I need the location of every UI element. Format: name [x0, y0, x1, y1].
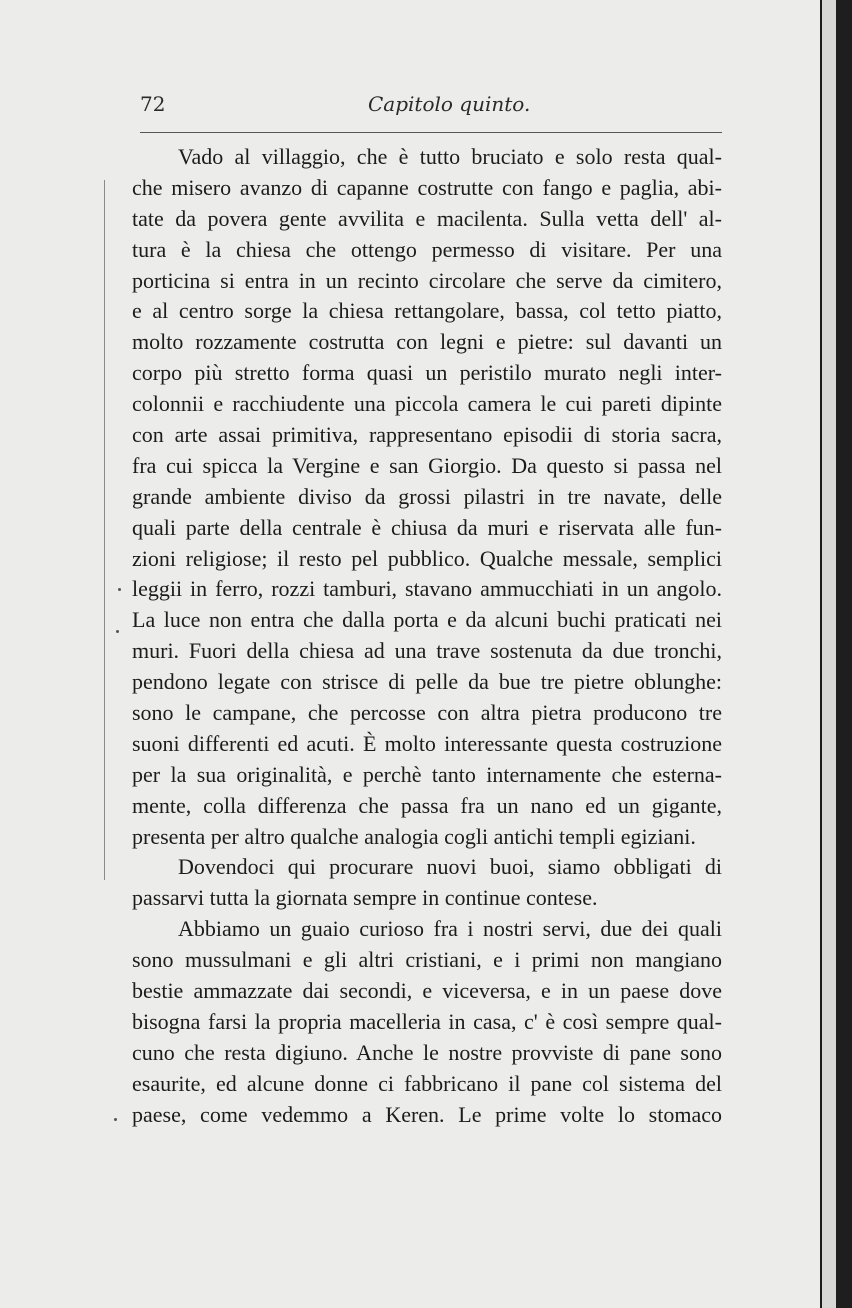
text-line: colonnii e racchiudente una piccola camera le cui pareti dipinte — [132, 391, 722, 417]
text-line: mente, colla differenza che passa fra un nano ed un gigante, — [132, 792, 722, 818]
margin-mark — [118, 588, 121, 591]
margin-mark — [116, 630, 119, 633]
page-number: 72 — [140, 92, 166, 116]
text-line: passarvi tutta la giornata sempre in continue contese. — [132, 885, 598, 911]
text-line: porticina si entra in un recinto circolare che serve da cimitero, — [132, 267, 722, 293]
text-line: La luce non entra che dalla porta e da alcuni buchi praticati nei — [132, 607, 722, 633]
margin-pencil-line — [104, 180, 105, 880]
paragraph-2 — [132, 852, 722, 914]
text-line: che misero avanzo di capanne costrutte con fango e paglia, abi- — [132, 174, 722, 200]
text-line: muri. Fuori della chiesa ad una trave sostenuta da due tronchi, — [132, 638, 722, 664]
text-line: pendono legate con strisce di pelle da bue tre pietre oblunghe: — [132, 669, 722, 695]
text-line: tura è la chiesa che ottengo permesso di visitare. Per una — [132, 236, 722, 262]
text-line: tate da povera gente avvilita e macilenta. Sulla vetta dell' al- — [132, 205, 722, 231]
text-line: Abbiamo un guaio curioso fra i nostri servi, due dei quali — [178, 916, 722, 942]
text-line: presenta per altro qualche analogia cogli antichi templi egiziani. — [132, 823, 696, 849]
text-line: paese, come vedemmo a Keren. Le prime volte lo stomaco — [132, 1101, 722, 1127]
text-line: leggii in ferro, rozzi tamburi, stavano ammucchiati in un angolo. — [132, 576, 722, 602]
text-line: grande ambiente diviso da grossi pilastri in tre navate, delle — [132, 483, 722, 509]
page-header — [140, 88, 722, 120]
text-line: Vado al villaggio, che è tutto bruciato e solo resta qual- — [178, 144, 722, 169]
adjacent-page-edge — [822, 0, 836, 1308]
margin-mark — [114, 1118, 117, 1121]
running-title: Capitolo quinto. — [368, 92, 531, 116]
text-line: corpo più stretto forma quasi un peristilo murato negli inter- — [132, 360, 722, 386]
paragraph-1 — [132, 142, 722, 852]
text-line: cuno che resta digiuno. Anche le nostre provviste di pane sono — [132, 1039, 722, 1065]
paragraph-3 — [132, 914, 722, 1130]
text-line: sono mussulmani e gli altri cristiani, e i primi non mangiano — [132, 947, 722, 973]
text-line: bestie ammazzate dai secondi, e viceversa, e in un paese dove — [132, 978, 722, 1004]
text-line: sono le campane, che percosse con altra pietra producono tre — [132, 700, 722, 726]
text-line: quali parte della centrale è chiusa da muri e riservata alle fun- — [132, 514, 722, 540]
text-line: zioni religiose; il resto pel pubblico. Qualche messale, semplici — [132, 545, 722, 571]
header-rule — [140, 132, 722, 133]
text-line: esaurite, ed alcune donne ci fabbricano il pane col sistema del — [132, 1070, 722, 1096]
text-line: molto rozzamente costrutta con legni e pietre: sul davanti un — [132, 329, 722, 355]
text-line: e al centro sorge la chiesa rettangolare, bassa, col tetto piatto, — [132, 298, 722, 324]
text-line: suoni differenti ed acuti. È molto interessante questa costruzione — [132, 730, 722, 756]
text-line: per la sua originalità, e perchè tanto internamente che esterna- — [132, 761, 722, 787]
body-text — [132, 142, 722, 1131]
text-line: Dovendoci qui procurare nuovi buoi, siamo obbligati di — [178, 854, 722, 880]
text-line: con arte assai primitiva, rappresentano episodii di storia sacra, — [132, 422, 722, 448]
text-line: bisogna farsi la propria macelleria in casa, c' è così sempre qual- — [132, 1008, 722, 1034]
text-line: fra cui spicca la Vergine e san Giorgio. Da questo si passa nel — [132, 452, 722, 478]
